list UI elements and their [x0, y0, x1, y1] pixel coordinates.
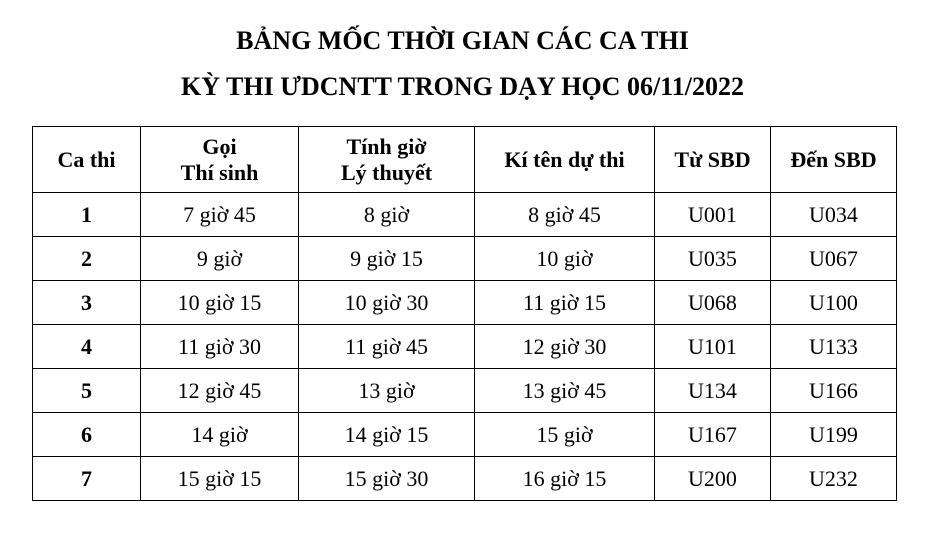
cell-ki-ten: 8 giờ 45 — [475, 193, 655, 237]
header-label: Gọi — [202, 133, 237, 159]
table-row — [33, 413, 897, 457]
cell-tinh-gio: 13 giờ — [299, 369, 475, 413]
cell-ca-thi: 1 — [33, 193, 141, 237]
header-tinh-gio-ly-thuyet — [299, 127, 475, 193]
table-row — [33, 457, 897, 501]
cell-ca-thi: 5 — [33, 369, 141, 413]
cell-goi-thi-sinh: 12 giờ 45 — [141, 369, 299, 413]
header-label: Từ SBD — [674, 146, 751, 172]
cell-tu-sbd: U101 — [655, 325, 771, 369]
header-den-sbd — [771, 127, 897, 193]
cell-ca-thi: 4 — [33, 325, 141, 369]
cell-tu-sbd: U200 — [655, 457, 771, 501]
cell-ca-thi: 3 — [33, 281, 141, 325]
header-label: Thí sinh — [180, 159, 259, 185]
cell-tu-sbd: U001 — [655, 193, 771, 237]
cell-den-sbd: U100 — [771, 281, 897, 325]
cell-ca-thi: 6 — [33, 413, 141, 457]
header-label: Lý thuyết — [340, 159, 433, 185]
cell-den-sbd: U232 — [771, 457, 897, 501]
header-label: Kí tên dự thi — [504, 146, 625, 172]
cell-goi-thi-sinh: 14 giờ — [141, 413, 299, 457]
cell-den-sbd: U133 — [771, 325, 897, 369]
header-ca-thi — [33, 127, 141, 193]
cell-den-sbd: U199 — [771, 413, 897, 457]
document-title: BẢNG MỐC THỜI GIAN CÁC CA THI — [236, 26, 689, 55]
document-subtitle: KỲ THI ƯDCNTT TRONG DẠY HỌC 06/11/2022 — [181, 72, 744, 101]
table-row — [33, 369, 897, 413]
cell-den-sbd: U034 — [771, 193, 897, 237]
cell-ki-ten: 16 giờ 15 — [475, 457, 655, 501]
table-row — [33, 193, 897, 237]
cell-tinh-gio: 9 giờ 15 — [299, 237, 475, 281]
cell-ki-ten: 12 giờ 30 — [475, 325, 655, 369]
cell-ki-ten: 10 giờ — [475, 237, 655, 281]
cell-tu-sbd: U134 — [655, 369, 771, 413]
cell-tinh-gio: 11 giờ 45 — [299, 325, 475, 369]
cell-ki-ten: 15 giờ — [475, 413, 655, 457]
header-label: Ca thi — [57, 146, 116, 172]
table-row — [33, 237, 897, 281]
cell-den-sbd: U067 — [771, 237, 897, 281]
header-tu-sbd — [655, 127, 771, 193]
cell-goi-thi-sinh: 10 giờ 15 — [141, 281, 299, 325]
cell-den-sbd: U166 — [771, 369, 897, 413]
table-row — [33, 325, 897, 369]
table-header-row — [33, 127, 897, 193]
cell-ca-thi: 7 — [33, 457, 141, 501]
cell-tinh-gio: 14 giờ 15 — [299, 413, 475, 457]
cell-ki-ten: 11 giờ 15 — [475, 281, 655, 325]
cell-goi-thi-sinh: 15 giờ 15 — [141, 457, 299, 501]
cell-tinh-gio: 15 giờ 30 — [299, 457, 475, 501]
header-label: Đến SBD — [790, 146, 877, 172]
cell-goi-thi-sinh: 9 giờ — [141, 237, 299, 281]
cell-goi-thi-sinh: 7 giờ 45 — [141, 193, 299, 237]
cell-tinh-gio: 8 giờ — [299, 193, 475, 237]
cell-tu-sbd: U167 — [655, 413, 771, 457]
cell-tinh-gio: 10 giờ 30 — [299, 281, 475, 325]
header-goi-thi-sinh — [141, 127, 299, 193]
header-ki-ten-du-thi — [475, 127, 655, 193]
cell-tu-sbd: U035 — [655, 237, 771, 281]
cell-ca-thi: 2 — [33, 237, 141, 281]
cell-ki-ten: 13 giờ 45 — [475, 369, 655, 413]
exam-schedule-table — [32, 126, 897, 501]
header-label: Tính giờ — [346, 133, 427, 159]
table-row — [33, 281, 897, 325]
cell-goi-thi-sinh: 11 giờ 30 — [141, 325, 299, 369]
cell-tu-sbd: U068 — [655, 281, 771, 325]
